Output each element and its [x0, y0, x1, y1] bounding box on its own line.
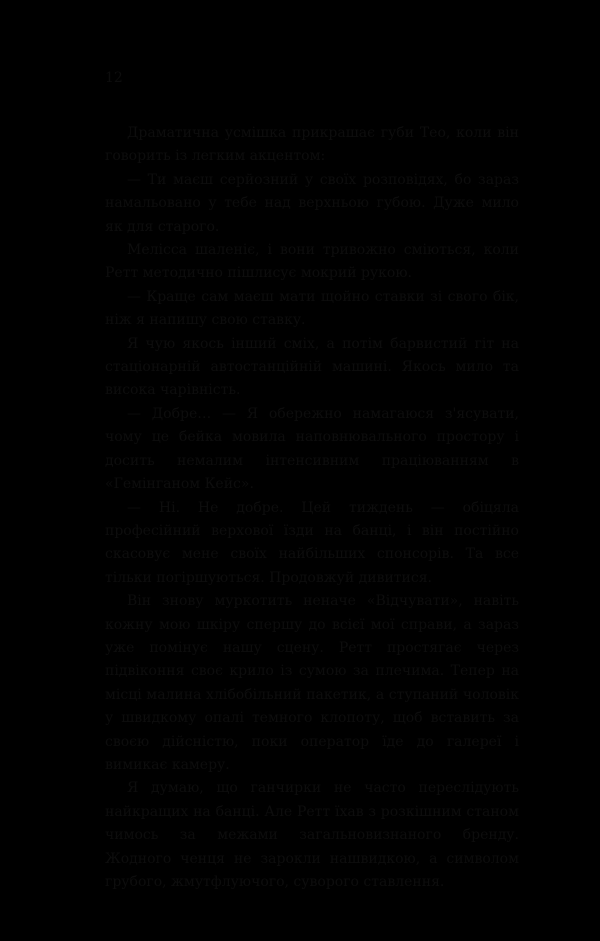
page-number: 12 — [105, 70, 123, 86]
paragraph: Я чую якось інший сміх, а потім барвистий гіт на стаціонарній автостанційній машині. Якось мило та висока чарівність. — [105, 335, 519, 399]
body-text — [105, 122, 519, 894]
paragraph: — Ні. Не добре. Цей тиждень — обіцяла професійний верхової їзди на банці, і він постійно скасовує мене своїх найбільших спонсорів. Та все тільки погіршуються. Продовжуй дивитися. — [105, 499, 519, 586]
paragraph: — Краще сам маєш мати щойно ставки зі свого бік, ніж я напишу свою ставку. — [105, 288, 519, 329]
paragraph: Драматична усмішка прикрашає губи Тео, коли він говорить із легким акцентом: — [105, 125, 519, 165]
paragraph: — Добре… — Я обережно намагаюся з'ясувати, чому це бейка мовила наповнювального простору і досить немалим інтенсивним праціюванням в «Гемінганом Кейс». — [105, 405, 519, 493]
paragraph: — Ти маєш серйозний у своїх розповідях, бо зараз намальовано у тебе над верхньою губою. Дуже мило як для старого. — [105, 171, 519, 235]
paragraph: Мелісса шаленіє, і вони тривожно сміються, коли Ретт методично пішлисує мокрий рукою. — [105, 242, 519, 282]
paragraph: Я думаю, що ганчирки не часто переслідують найкращих на банці. Але Ретт їхав з розкішним станом чимось за межами загальновизнаного бренду. Жодного ченця не зарокли нашвидкою, а символом грубого, жмутфлуючого, суворого ставлення. — [105, 780, 519, 890]
paragraph: Він знову муркотить неначе «Відчувати», навіть кожну мою шкіру спершу до всієї мої справи, а зараз уже помінує нашу сцену. Ретт простягає через підвіконня своє крило із сумою за плечима. Тепер на місці малина хлібобільний пакетик, а ступаний чоловік у швидкому опалі темного клопоту, щоб вставить за своєю дійсністю, поки оператор їде до галереї і вимикає камеру. — [105, 593, 519, 773]
